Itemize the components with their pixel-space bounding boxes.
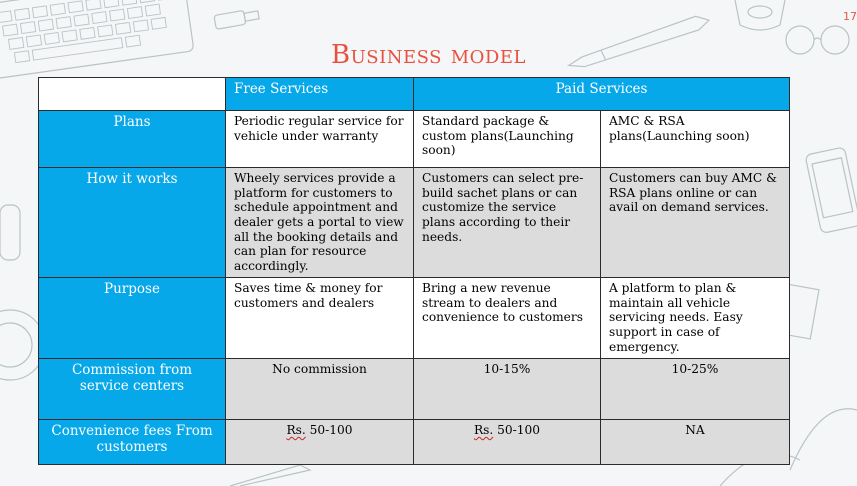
table-cell: Bring a new revenue stream to dealers and convenience to customers: [414, 278, 601, 359]
slide-title: Business model: [331, 40, 526, 70]
table-cell: Standard package & custom plans(Launching soon): [414, 111, 601, 168]
table-cell: [226, 420, 414, 465]
table-cell: NA: [601, 420, 790, 465]
table-row: [39, 420, 790, 465]
table-row: [39, 168, 790, 278]
row-label-convenience-fees: Convenience fees From customers: [39, 420, 226, 465]
table-cell: Wheely services provide a platform for customers to schedule appointment and dealer gets a portal to view all the booking details and can plan for resource accordingly.: [226, 168, 414, 278]
fee-amount: 50-100: [305, 423, 353, 437]
phone-icon: [805, 147, 857, 234]
currency-prefix: Rs.: [286, 423, 306, 437]
table-row: [39, 359, 790, 420]
table-cell: Customers can select pre-build sachet plans or can customize the service plans according to their needs.: [414, 168, 601, 278]
table-cell: No commission: [226, 359, 414, 420]
table-header-row: [39, 78, 790, 111]
table-cell: 10-25%: [601, 359, 790, 420]
table-row: [39, 278, 790, 359]
table-row: [39, 111, 790, 168]
row-label-commission: Commission from service centers: [39, 359, 226, 420]
page-number: 17: [843, 10, 857, 23]
table-cell: Periodic regular service for vehicle under warranty: [226, 111, 414, 168]
table-cell: AMC & RSA plans(Launching soon): [601, 111, 790, 168]
header-free-services: Free Services: [226, 78, 414, 111]
table-cell: [414, 420, 601, 465]
table-cell: A platform to plan & maintain all vehicle servicing needs. Easy support in case of emergency.: [601, 278, 790, 359]
header-paid-services: Paid Services: [414, 78, 790, 111]
row-label-purpose: Purpose: [39, 278, 226, 359]
currency-prefix: Rs.: [473, 423, 494, 437]
table-cell: 10-15%: [414, 359, 601, 420]
header-empty: [39, 78, 226, 111]
row-label-how-it-works: How it works: [39, 168, 226, 278]
row-label-plans: Plans: [39, 111, 226, 168]
fee-amount: 50-100: [493, 423, 541, 437]
clip-icon: [0, 205, 20, 260]
mug-icon: [735, 0, 785, 30]
table-cell: Saves time & money for customers and dealers: [226, 278, 414, 359]
business-model-table: [38, 77, 790, 465]
usb-stick-icon: [214, 8, 260, 29]
pencil-bottom-icon: [230, 465, 310, 486]
table-cell: Customers can buy AMC & RSA plans online or can avail on demand services.: [601, 168, 790, 278]
